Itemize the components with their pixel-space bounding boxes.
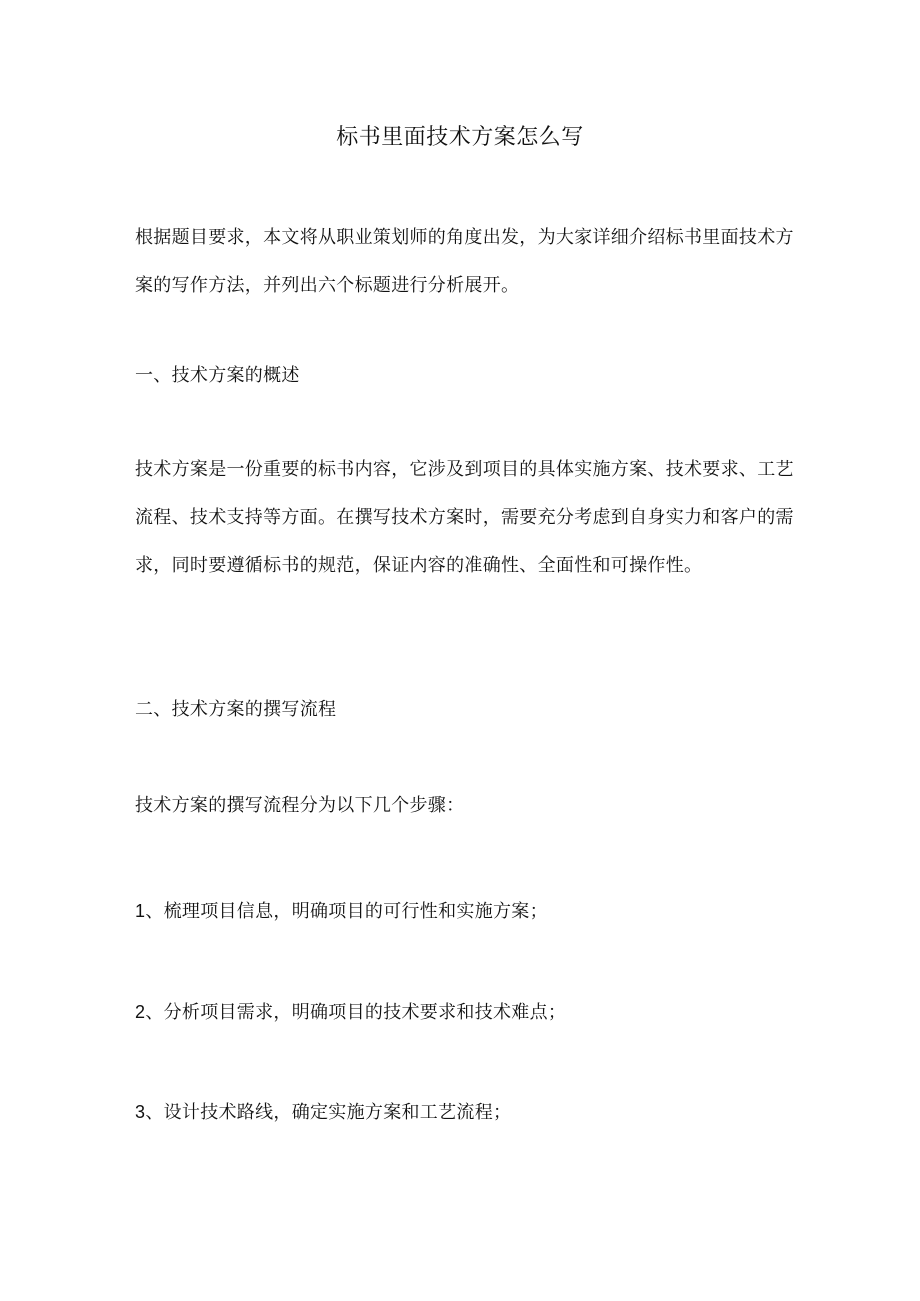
section2-intro: 技术方案的撰写流程分为以下几个步骤： bbox=[135, 795, 465, 816]
document-title: 标书里面技术方案怎么写 bbox=[336, 125, 584, 150]
step-text: 、分析项目需求，明确项目的技术要求和技术难点； bbox=[145, 1002, 567, 1023]
step-number: 1 bbox=[135, 901, 146, 921]
step-item-3 bbox=[135, 1088, 795, 1137]
step-number: 2 bbox=[135, 1002, 146, 1022]
section1-paragraph: 技术方案是一份重要的标书内容，它涉及到项目的具体实施方案、技术要求、工艺流程、技术支持等方面。在撰写技术方案时，需要充分考虑到自身实力和客户的需求，同时要遵循标书的规范，保证内容的准确性、全面性和可操作性。 bbox=[135, 459, 794, 576]
section1-heading: 一、技术方案的概述 bbox=[135, 365, 300, 386]
step-number: 3 bbox=[135, 1102, 146, 1122]
section2-heading: 二、技术方案的撰写流程 bbox=[135, 699, 337, 720]
step-item-2 bbox=[135, 988, 795, 1037]
intro-paragraph: 根据题目要求，本文将从职业策划师的角度出发，为大家详细介绍标书里面技术方案的写作方法，并列出六个标题进行分析展开。 bbox=[135, 227, 794, 296]
step-item-1 bbox=[135, 887, 795, 936]
step-text: 、梳理项目信息，明确项目的可行性和实施方案； bbox=[145, 901, 548, 922]
step-text: 、设计技术路线，确定实施方案和工艺流程； bbox=[145, 1102, 512, 1123]
